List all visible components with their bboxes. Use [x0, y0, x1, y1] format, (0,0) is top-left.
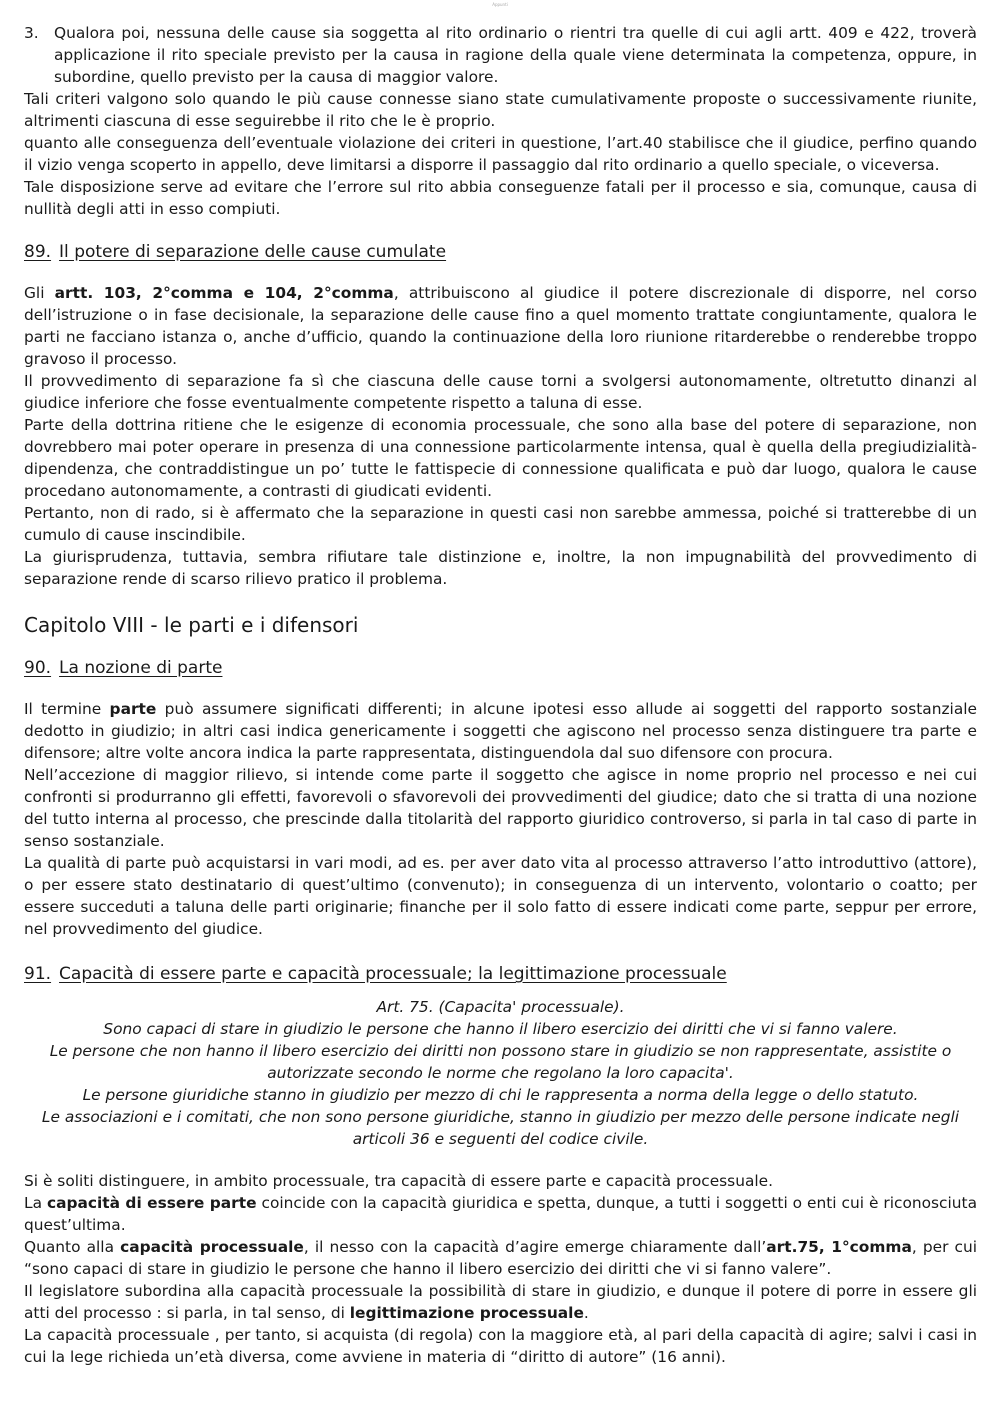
section-number: 91.	[24, 964, 52, 984]
document-page	[24, 0, 977, 1368]
paragraph: La capacità processuale , per tanto, si acquista (di regola) con la maggiore età, al pari della capacità di agire; salvi i casi in cui la lege richieda un’età diversa, come avviene in materia di “diritto di autore” (16 anni).	[24, 1326, 977, 1366]
article-quote	[24, 996, 977, 1150]
paragraph: Si è soliti distinguere, in ambito processuale, tra capacità di essere parte e capacità processuale.	[24, 1172, 774, 1190]
paragraph: La giurisprudenza, tuttavia, sembra rifiutare tale distinzione e, inoltre, la non impugnabilità del provvedimento di separazione rende di scarso rilievo pratico il problema.	[24, 548, 977, 588]
bold-reference: art.75, 1°comma	[766, 1238, 912, 1256]
header-mark: Appunti	[492, 2, 508, 7]
paragraph: La qualità di parte può acquistarsi in vari modi, ad es. per aver dato vita al processo attraverso l’atto introduttivo (attore), o per essere stato destinatario di quest’ultimo (convenuto); in conseguenza di un intervento, volontario o coatto; per essere succeduti a taluna delle parti originarie; finanche per il solo fatto di essere indicati come parte, seppur per errore, nel provvedimento del giudice.	[24, 854, 977, 938]
paragraph: Nell’accezione di maggior rilievo, si intende come parte il soggetto che agisce in nome proprio nel processo e nei cui confronti si produrranno gli effetti, favorevoli o sfavorevoli dei provvedimenti del giudice; dato che si tratta di una nozione del tutto interna al processo, che prescinde dalla titolarità del rapporto giuridico controverso, si parla in tal caso di parte in senso sostanziale.	[24, 766, 977, 850]
bold-term: legittimazione processuale	[349, 1304, 584, 1322]
section-heading-91	[24, 962, 977, 986]
section-heading-90	[24, 656, 977, 680]
paragraph: Pertanto, non di rado, si è affermato che la separazione in questi casi non sarebbe ammessa, poiché si tratterebbe di un cumulo di cause inscindibile.	[24, 504, 977, 544]
section-number: 90.	[24, 658, 52, 678]
section-title: La nozione di parte	[59, 658, 223, 678]
quote-line: Le persone giuridiche stanno in giudizio per mezzo di chi le rappresenta a norma della legge o dello statuto.	[82, 1086, 919, 1104]
paragraph: Quanto alla capacità processuale, il nesso con la capacità d’agire emerge chiaramente dall’art.75, 1°comma, per cui “sono capaci di stare in giudizio le persone che hanno il libero esercizio dei diritti che vi si fanno valere”.	[24, 1238, 977, 1278]
quote-line: Art. 75. (Capacita' processuale).	[376, 998, 625, 1016]
paragraph: Parte della dottrina ritiene che le esigenze di economia processuale, che sono alla base del potere di separazione, non dovrebbero mai poter operare in presenza di una connessione particolarmente intensa, qual è quella della pregiudizialità-dipendenza, che contraddistingue un po’ tutte le fattispecie di connessione qualificata e può dar luogo, qualora le cause procedano autonomamente, a contrasti di giudicati evidenti.	[24, 416, 977, 500]
paragraph: Il termine parte può assumere significati differenti; in alcune ipotesi esso allude ai soggetti del rapporto sostanziale dedotto in giudizio; in altri casi indica genericamente i soggetti che agiscono nel processo senza distinguere tra parte e difensore; altre volte ancora indica la parte rappresentata, distinguendola dal suo difensore con procura.	[24, 700, 977, 762]
quote-line: Le persone che non hanno il libero esercizio dei diritti non possono stare in giudizio se non rappresentate, assistite o autorizzate secondo le norme che regolano la loro capacita'.	[49, 1042, 952, 1082]
list-text: Qualora poi, nessuna delle cause sia soggetta al rito ordinario o rientri tra quelle di cui agli artt. 409 e 422, troverà applicazione il rito speciale previsto per la causa in ragione della quale viene determinata la competenza, oppure, in subordine, quello previsto per la causa di maggior valore.	[54, 24, 977, 86]
paragraph: Tale disposizione serve ad evitare che l’errore sul rito abbia conseguenze fatali per il processo e sia, comunque, causa di nullità degli atti in esso compiuti.	[24, 178, 977, 218]
paragraph: La capacità di essere parte coincide con la capacità giuridica e spetta, dunque, a tutti i soggetti o enti cui è riconosciuta quest’ultima.	[24, 1194, 978, 1234]
section-title: Il potere di separazione delle cause cumulate	[59, 242, 447, 262]
paragraph: quanto alle conseguenza dell’eventuale violazione dei criteri in questione, l’art.40 stabilisce che il giudice, perfino quando il vizio venga scoperto in appello, deve limitarsi a disporre il passaggio dal rito ordinario a quello speciale, o viceversa.	[24, 134, 977, 174]
paragraph: Il legislatore subordina alla capacità processuale la possibilità di stare in giudizio, e dunque il potere di porre in essere gli atti del processo : si parla, in tal senso, di legittimazione processuale.	[24, 1282, 977, 1322]
quote-line: Le associazioni e i comitati, che non sono persone giuridiche, stanno in giudizio per mezzo delle persone indicate negli articoli 36 e seguenti del codice civile.	[41, 1108, 960, 1148]
list-number: 3.	[24, 24, 39, 42]
section-title: Capacità di essere parte e capacità processuale; la legittimazione processuale	[59, 964, 727, 984]
bold-reference: artt. 103, 2°comma e 104, 2°comma	[54, 284, 394, 302]
paragraph: Tali criteri valgono solo quando le più cause connesse siano state cumulativamente proposte o successivamente riunite, altrimenti ciascuna di esse seguirebbe il rito che le è proprio.	[24, 90, 977, 130]
section-number: 89.	[24, 242, 52, 262]
quote-line: Sono capaci di stare in giudizio le persone che hanno il libero esercizio dei diritti che vi si fanno valere.	[103, 1020, 898, 1038]
list-item-3	[24, 22, 977, 88]
bold-term: capacità processuale	[120, 1238, 304, 1256]
section-heading-89	[24, 240, 977, 264]
chapter-title: Capitolo VIII - le parti e i difensori	[24, 613, 359, 637]
bold-term: capacità di essere parte	[46, 1194, 257, 1212]
bold-term: parte	[109, 700, 157, 718]
paragraph: Gli artt. 103, 2°comma e 104, 2°comma, attribuiscono al giudice il potere discrezionale di disporre, nel corso dell’istruzione o in fase decisionale, la separazione delle cause fino a quel momento trattate congiuntamente, qualora le parti ne facciano istanza o, anche d’ufficio, quando la continuazione della loro riunione ritarderebbe o renderebbe troppo gravoso il processo.	[24, 284, 977, 368]
paragraph: Il provvedimento di separazione fa sì che ciascuna delle cause torni a svolgersi autonomamente, oltretutto dinanzi al giudice inferiore che fosse eventualmente competente rispetto a taluna di esse.	[24, 372, 977, 412]
